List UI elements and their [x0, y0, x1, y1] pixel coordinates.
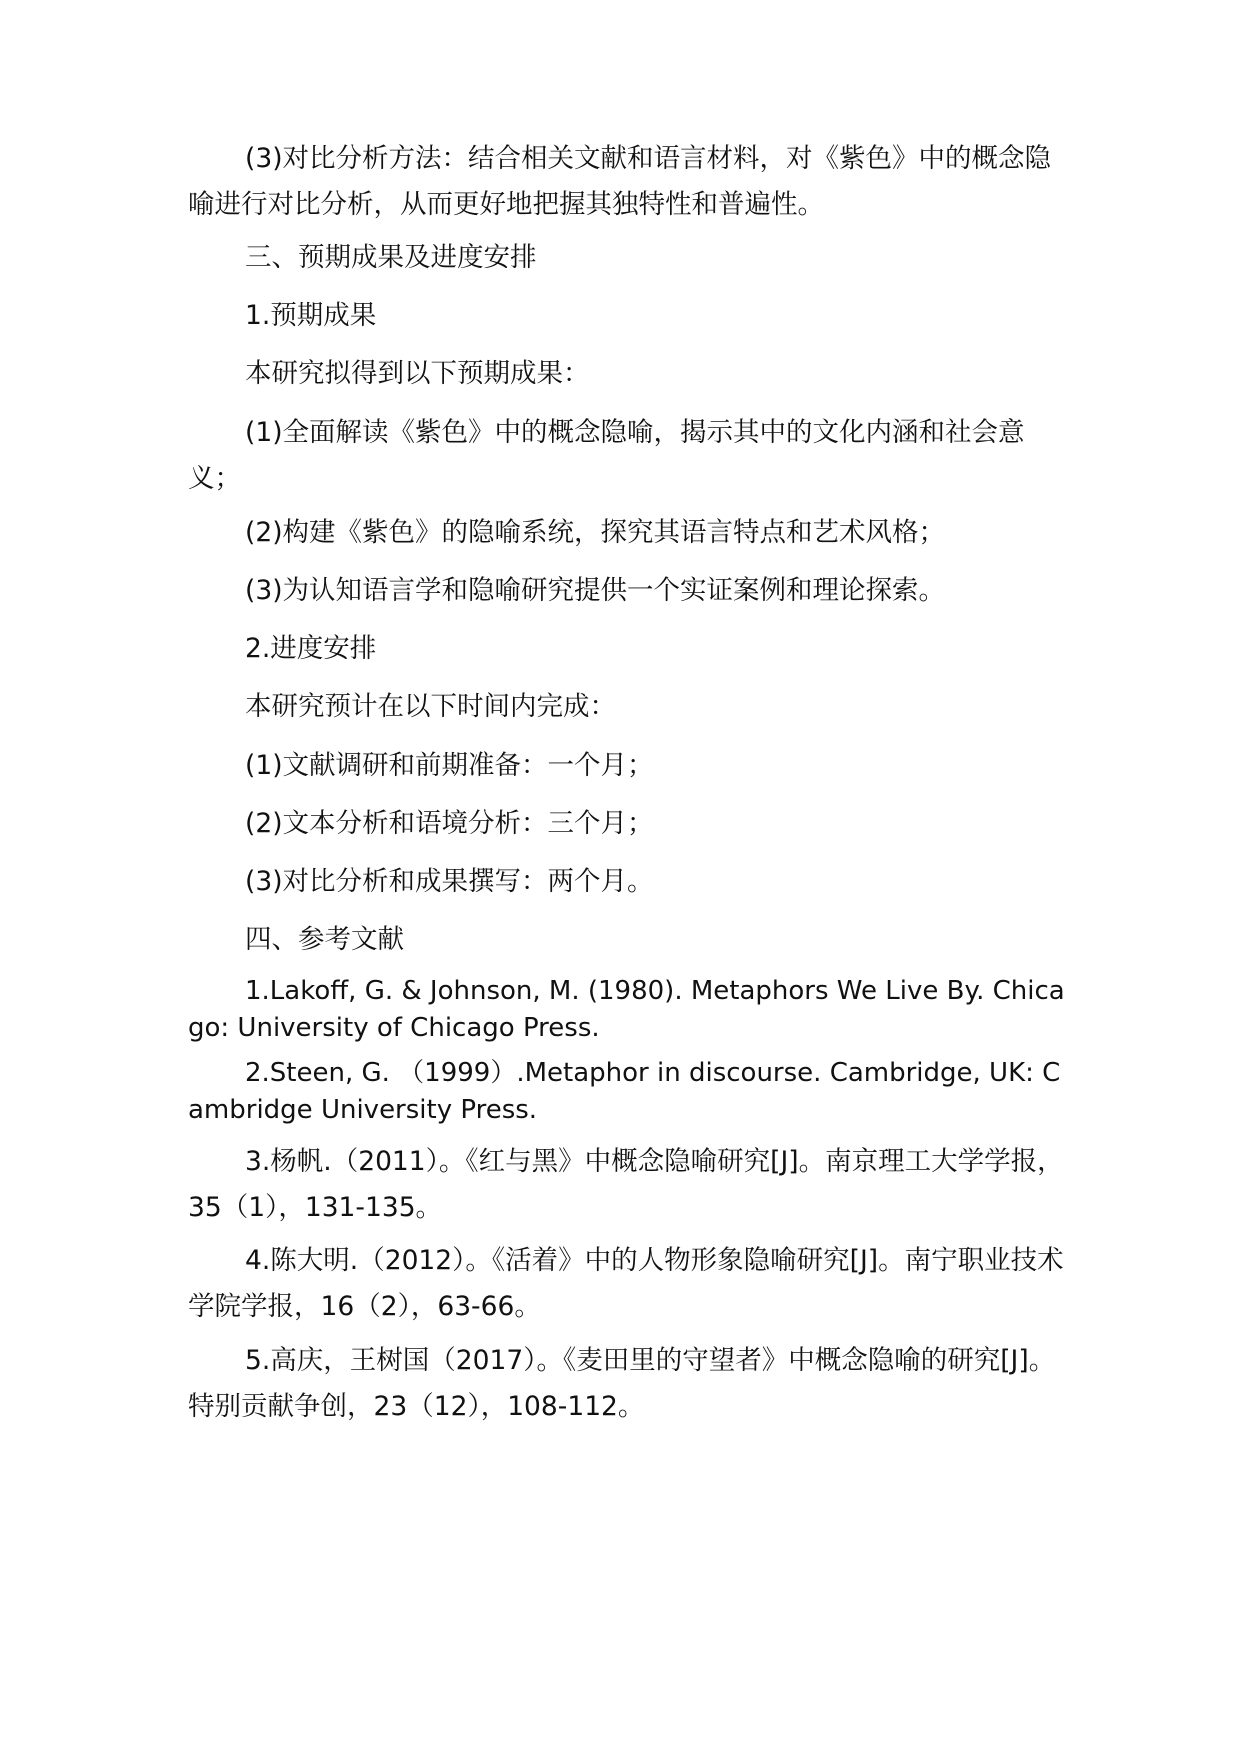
paragraph-expected-2: (2)构建《紫色》的隐喻系统，探究其语言特点和艺术风格； — [245, 517, 946, 548]
section-heading-3: 三、预期成果及进度安排 — [245, 242, 537, 273]
paragraph-schedule-3: (3)对比分析和成果撰写：两个月。 — [245, 866, 654, 897]
reference-item: 3.杨帆.（2011）。《红与黑》中概念隐喻研究[J]。南京理工大学学报，35（1），131-135。 — [188, 1146, 1064, 1223]
paragraph-schedule-2: (2)文本分析和语境分析：三个月； — [245, 808, 654, 839]
paragraph-expected-1: (1)全面解读《紫色》中的概念隐喻，揭示其中的文化内涵和社会意义； — [188, 417, 1025, 494]
section-heading-4: 四、参考文献 — [245, 924, 404, 955]
paragraph-method-3: (3)对比分析方法：结合相关文献和语言材料，对《紫色》中的概念隐喻进行对比分析，从而更好地把握其独特性和普遍性。 — [188, 143, 1052, 220]
subheading-schedule: 2.进度安排 — [245, 633, 377, 664]
paragraph-schedule-intro: 本研究预计在以下时间内完成： — [245, 691, 616, 722]
subheading-expected-results: 1.预期成果 — [245, 300, 377, 331]
paragraph-expected-intro: 本研究拟得到以下预期成果： — [245, 358, 590, 389]
reference-item: 4.陈大明.（2012）。《活着》中的人物形象隐喻研究[J]。南宁职业技术学院学报，16（2），63-66。 — [188, 1245, 1064, 1322]
paragraph-expected-3: (3)为认知语言学和隐喻研究提供一个实证案例和理论探索。 — [245, 575, 946, 606]
reference-item: 5.高庆，王树国（2017）。《麦田里的守望者》中概念隐喻的研究[J]。特别贡献争创，23（12），108-112。 — [188, 1345, 1056, 1422]
reference-item: 2.Steen, G. （1999）.Metaphor in discourse. Cambridge, UK: Cambridge University Press. — [188, 1058, 1061, 1125]
paragraph-schedule-1: (1)文献调研和前期准备：一个月； — [245, 750, 654, 781]
reference-item: 1.Lakoff, G. & Johnson, M. (1980). Metaphors We Live By. Chicago: University of Chicago Press. — [188, 976, 1065, 1043]
